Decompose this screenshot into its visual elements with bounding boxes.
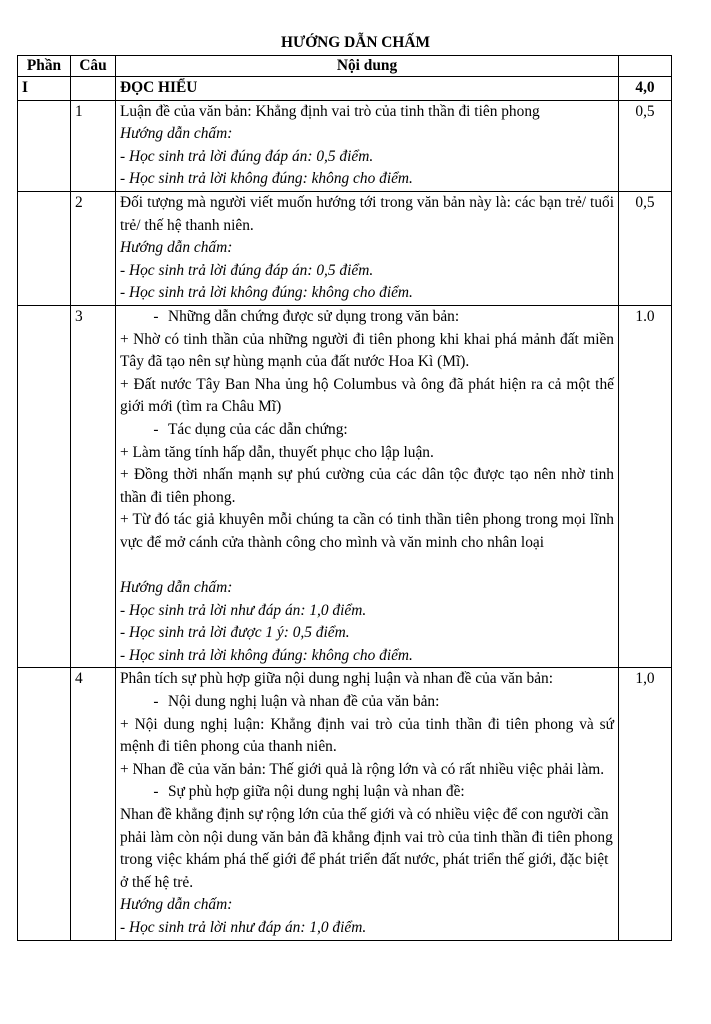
part-cell (18, 305, 71, 668)
question-number: 3 (71, 305, 116, 668)
dash-icon: - (153, 693, 159, 711)
header-content: Nội dung (116, 56, 619, 77)
answer-intro: Phân tích sự phù hợp giữa nội dung nghị luận và nhan đề của văn bản: (120, 670, 554, 688)
question-score: 0,5 (619, 191, 672, 305)
guide-line: - Học sinh trả lời đúng đáp án: 0,5 điểm. (120, 147, 374, 165)
question-number: 2 (71, 191, 116, 305)
part-cell (18, 100, 71, 191)
dash-icon: - (153, 783, 159, 801)
guide-line: - Học sinh trả lời không đúng: không cho điểm. (120, 646, 413, 664)
answer-text: Luận đề của văn bản: Khẳng định vai trò của tinh thần đi tiên phong (120, 102, 540, 120)
question-number: 1 (71, 100, 116, 191)
guide-line: - Học sinh trả lời không đúng: không cho điểm. (120, 170, 413, 188)
guide-line: - Học sinh trả lời như đáp án: 1,0 điểm. (120, 918, 367, 936)
answer-item: + Nội dung nghị luận: Khẳng định vai trò của tinh thần đi tiên phong và sứ mệnh đi tiên phong của thanh niên. (120, 715, 614, 756)
guide-label: Hướng dẫn chấm: (120, 579, 233, 597)
answer-item: + Làm tăng tính hấp dẫn, thuyết phục cho lập luận. (120, 443, 434, 461)
document-title: HƯỚNG DẪN CHẤM (280, 34, 431, 51)
question-row-2 (18, 191, 672, 305)
guide-label: Hướng dẫn chấm: (120, 125, 233, 143)
answer-item: + Nhờ có tinh thần của những người đi tiên phong khi khai phá mảnh đất miền Tây đã tạo nên sự hùng mạnh của đất nước Hoa Kì (Mĩ). (120, 330, 614, 371)
dash-heading-text: Tác dụng của các dẫn chứng: (168, 420, 348, 438)
section-part: I (18, 77, 71, 101)
header-part: Phần (18, 56, 71, 77)
dash-icon: - (153, 307, 159, 325)
part-cell (18, 191, 71, 305)
guide-line: - Học sinh trả lời đúng đáp án: 0,5 điểm. (120, 261, 374, 279)
section-label: ĐỌC HIỂU (116, 77, 619, 101)
question-number: 4 (71, 668, 116, 940)
part-cell (18, 668, 71, 940)
section-row (18, 77, 672, 101)
answer-item: + Đất nước Tây Ban Nha ủng hộ Columbus và ông đã phát hiện ra cả một thế giới mới (tìm ra Châu Mĩ) (120, 375, 614, 416)
answer-content (116, 305, 619, 668)
question-score: 1.0 (619, 305, 672, 668)
question-row-3 (18, 305, 672, 668)
answer-item: + Nhan đề của văn bản: Thế giới quả là rộng lớn và có rất nhiều việc phải làm. (120, 760, 605, 778)
guide-line: - Học sinh trả lời như đáp án: 1,0 điểm. (120, 601, 367, 619)
answer-content (116, 191, 619, 305)
guide-label: Hướng dẫn chấm: (120, 239, 233, 257)
question-score: 1,0 (619, 668, 672, 940)
answer-text: Đối tượng mà người viết muốn hướng tới trong văn bản này là: các bạn trẻ/ tuổi trẻ/ thế hệ thanh niên. (120, 193, 614, 234)
blank-line (120, 554, 614, 577)
dash-heading (120, 781, 614, 804)
dash-heading-text: Những dẫn chứng được sử dụng trong văn bản: (168, 307, 460, 325)
answer-item: + Đồng thời nhấn mạnh sự phú cường của các dân tộc được tạo nên nhờ tinh thần đi tiên phong. (120, 466, 614, 506)
dash-heading (120, 306, 614, 329)
grading-table (17, 55, 672, 941)
question-row-1 (18, 100, 672, 191)
guide-line: - Học sinh trả lời được 1 ý: 0,5 điểm. (120, 624, 350, 642)
answer-item: + Từ đó tác giả khuyên mỗi chúng ta cần có tinh thần tiên phong trong mọi lĩnh vực để mở cánh cửa thành công cho mình và văn minh cho nhân loại (120, 511, 614, 551)
question-score: 0,5 (619, 100, 672, 191)
table-header-row (18, 56, 672, 77)
dash-heading-text: Nội dung nghị luận và nhan đề của văn bản: (168, 693, 440, 711)
question-row-4 (18, 668, 672, 940)
guide-label: Hướng dẫn chấm: (120, 896, 233, 914)
answer-item: Nhan đề khẳng định sự rộng lớn của thế giới và có nhiều việc để con người cần phải làm còn nội dung văn bản đã khẳng định vai trò của tinh thần đi tiên phong trong việc khám phá thế giới để phát triển đất nước, phát triển thế giới, đặc biệt ở thế hệ trẻ. (120, 806, 613, 891)
guide-line: - Học sinh trả lời không đúng: không cho điểm. (120, 284, 413, 302)
dash-heading (120, 691, 614, 714)
answer-content (116, 100, 619, 191)
section-score: 4,0 (619, 77, 672, 101)
answer-content (116, 668, 619, 940)
header-score (619, 56, 672, 77)
section-question-empty (71, 77, 116, 101)
dash-heading (120, 419, 614, 442)
dash-icon: - (153, 420, 159, 438)
header-question: Câu (71, 56, 116, 77)
dash-heading-text: Sự phù hợp giữa nội dung nghị luận và nhan đề: (168, 783, 465, 801)
